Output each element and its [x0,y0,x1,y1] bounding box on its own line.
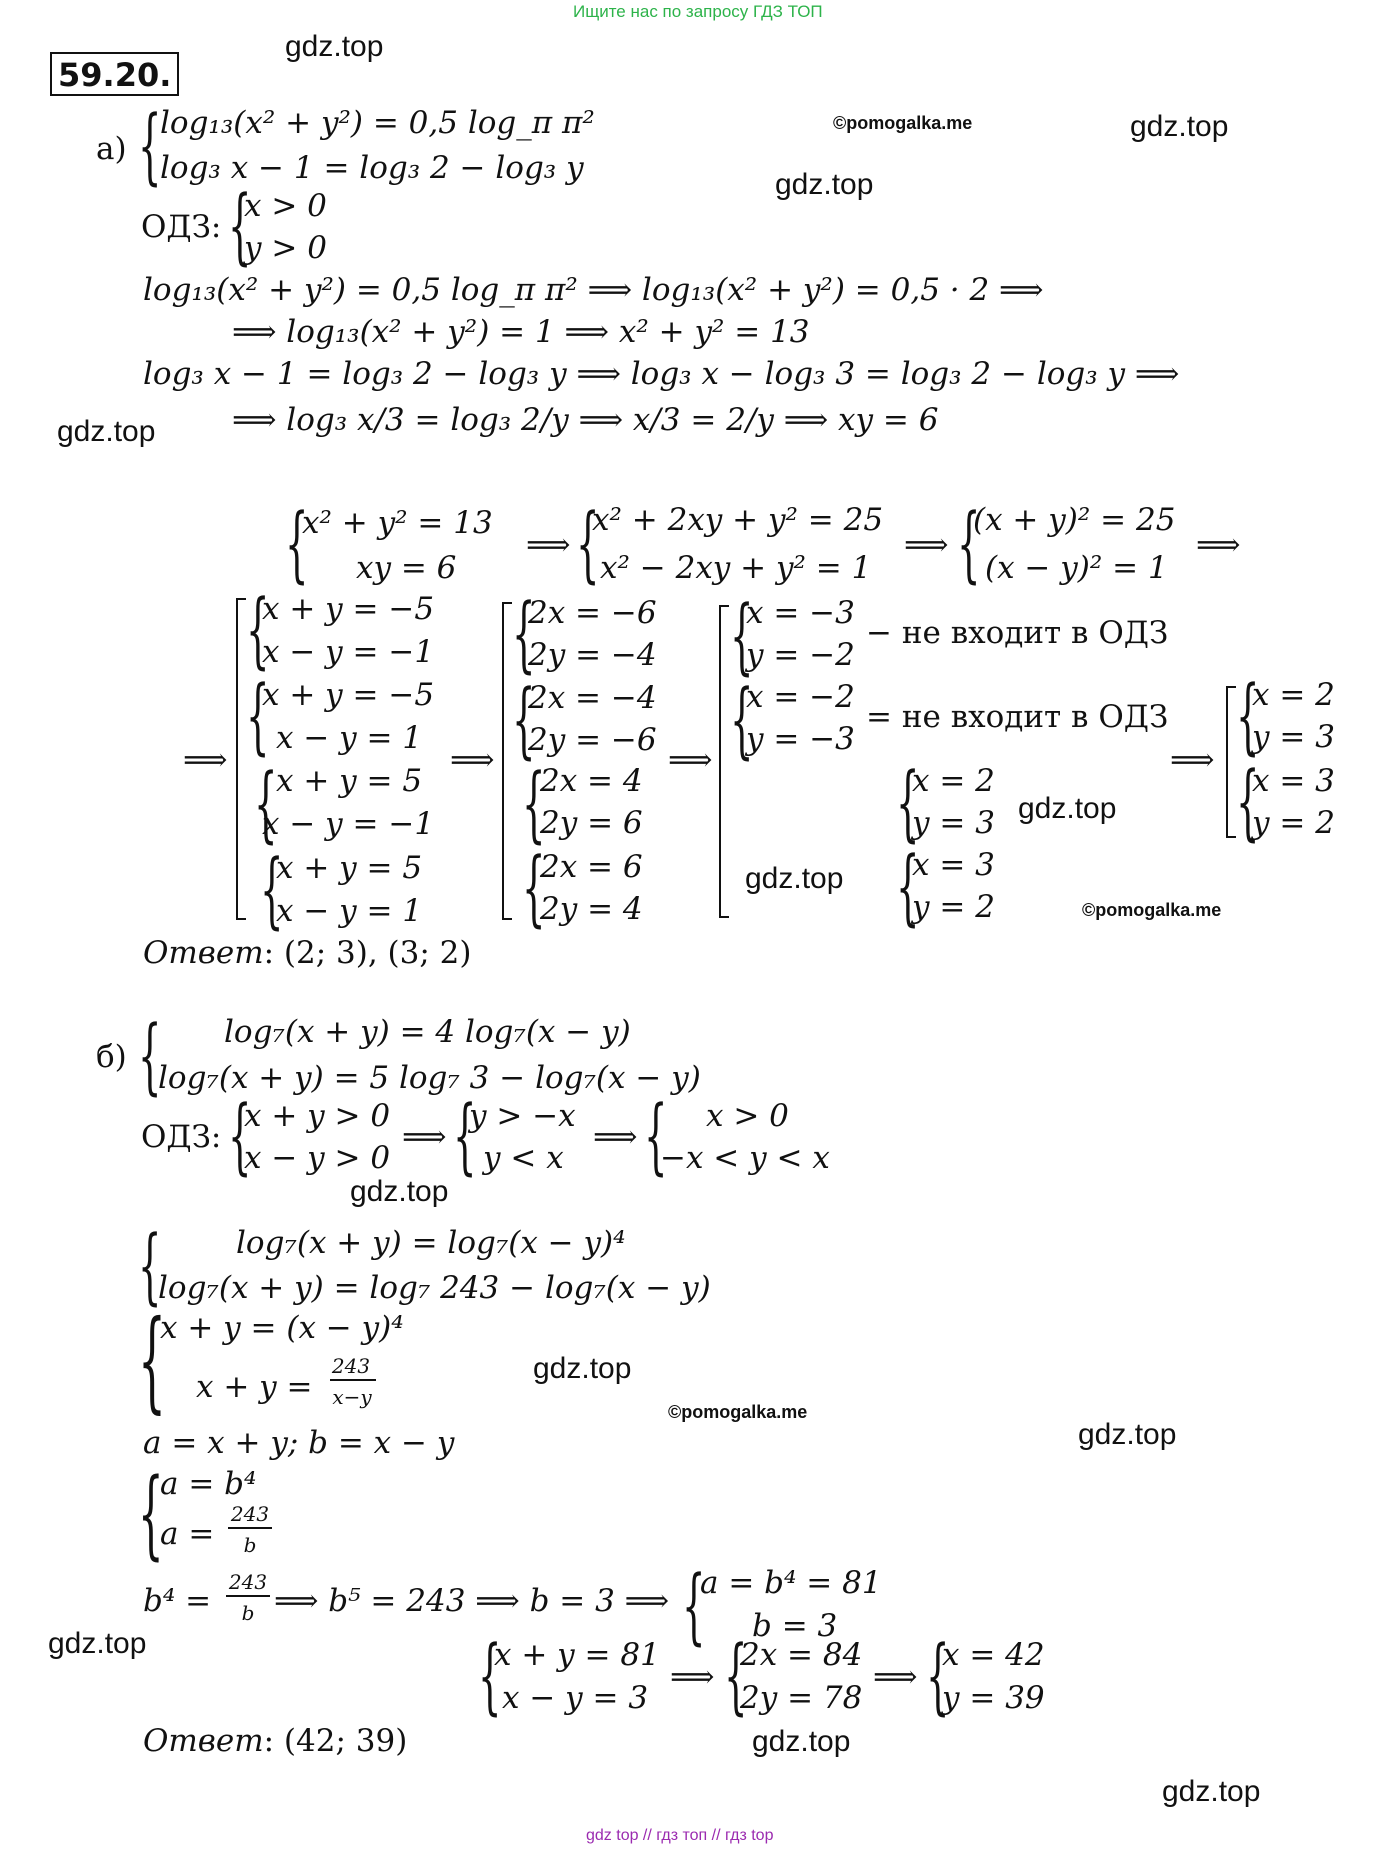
odz-line: x > 0 [706,1098,789,1134]
odz-line: −x < y < x [660,1140,830,1176]
system-line: log₇(x + y) = 4 log₇(x − y) [224,1014,631,1050]
odz-line: y > 0 [244,230,327,266]
system-brace: { [926,1629,950,1724]
system-line: 2x = 84 [740,1637,863,1673]
collection-line: y = 3 [912,805,995,841]
collection-line: x − y = −1 [262,806,435,842]
implies-arrow: ⟹ [526,527,571,563]
collection-line: 2x = −6 [528,595,657,631]
system-brace: { [138,1296,166,1424]
collection-line: y = −3 [746,721,855,757]
system-brace: { [228,179,252,274]
result-line: y = 2 [1252,805,1335,841]
system-brace: { [522,841,546,936]
odz-line: y > −x [469,1098,576,1134]
watermark: gdz.top [285,30,384,63]
copyright: ©pomogalka.me [668,1402,808,1422]
odz-line: x + y > 0 [244,1098,391,1134]
collection-line: x + y = −5 [262,677,435,713]
system-line: x² + y² = 13 [302,505,493,541]
implies-arrow: ⟹ [402,1119,447,1155]
implies-arrow: ⟹ [1170,742,1215,778]
watermark: gdz.top [1018,792,1117,825]
fraction-denominator: x−y [332,1385,372,1409]
watermark: gdz.top [745,862,844,895]
watermark: gdz.top [48,1627,147,1660]
implies-arrow: ⟹ [668,742,713,778]
system-brace: { [522,757,546,852]
copyright: ©pomogalka.me [1082,900,1222,920]
system-line: a = [160,1516,215,1552]
collection-bracket [502,602,512,920]
watermark: gdz.top [533,1352,632,1385]
result-line: y = 3 [1252,719,1335,755]
watermark: gdz.top [752,1725,851,1758]
fraction-numerator: 243 [230,1502,270,1526]
implies-arrow: ⟹ [450,742,495,778]
collection-line: x = 3 [912,847,995,883]
result-line: x = 3 [1252,763,1335,799]
collection-line: x − y = −1 [262,634,435,670]
answer [143,1723,408,1759]
collection-line: x − y = 1 [276,720,423,756]
odz-line: y < x [483,1140,564,1176]
implies-arrow: ⟹ [873,1659,918,1695]
solution-step: ⟹ log₃ x/3 = log₃ 2/y ⟹ x/3 = 2/y ⟹ xy = 6 [232,402,939,438]
collection-bracket [236,598,246,920]
collection-line: 2y = −4 [528,637,657,673]
part-a-label: а) [96,131,127,167]
implies-arrow: ⟹ [1196,527,1241,563]
system-brace: { [576,497,600,592]
collection-line: y = 2 [912,889,995,925]
result-line: x = 2 [1252,677,1335,713]
collection-line: 2x = −4 [528,680,657,716]
system-line: x − y = 3 [502,1680,649,1716]
collection-line: x − y = 1 [276,893,423,929]
odz-line: x > 0 [244,188,327,224]
system-line: log₇(x + y) = log₇ 243 − log₇(x − y) [158,1270,711,1306]
implies-arrow: ⟹ [904,527,949,563]
system-brace: { [228,1089,252,1184]
system-brace: { [512,587,536,682]
system-brace: { [285,497,309,592]
system-line: (x + y)² = 25 [973,502,1176,538]
system-line: log₇(x + y) = 5 log₇ 3 − log₇(x − y) [158,1060,701,1096]
system-line: log₃ x − 1 = log₃ 2 − log₃ y [160,150,584,186]
fraction-bar [330,1379,376,1381]
solution-step: log₃ x − 1 = log₃ 2 − log₃ y ⟹ log₃ x − log₃ 3 = log₃ 2 − log₃ y ⟹ [143,356,1180,392]
collection-line: 2y = 4 [540,891,643,927]
system-brace: { [730,673,754,768]
odz-label: ОДЗ: [141,1119,222,1155]
collection-line: y = −2 [746,637,855,673]
watermark: gdz.top [1078,1418,1177,1451]
solution-step: ⟹ log₁₃(x² + y²) = 1 ⟹ x² + y² = 13 [232,314,810,350]
system-line: (x − y)² = 1 [985,550,1168,586]
copyright: ©pomogalka.me [833,113,973,133]
watermark: gdz.top [1162,1775,1261,1808]
answer-label: Ответ [143,1723,264,1759]
odz-label: ОДЗ: [141,209,222,245]
fraction-numerator: 243 [331,1354,371,1378]
result-line: y = 39 [942,1680,1045,1716]
odz-note: = не входит в ОДЗ [866,699,1169,735]
system-brace: { [896,756,920,851]
system-line: a = b⁴ [160,1466,257,1502]
collection-line: 2y = 6 [540,805,643,841]
implies-arrow: ⟹ [183,742,228,778]
collection-line: 2x = 6 [540,849,643,885]
watermark: gdz.top [1130,110,1229,143]
part-b-label: б) [96,1039,127,1075]
solution-step: ⟹ b⁵ = 243 ⟹ b = 3 ⟹ [274,1583,670,1619]
fraction-denominator: b [241,1601,255,1625]
fraction-bar [226,1595,270,1597]
system-line: log₇(x + y) = log₇(x − y)⁴ [236,1225,626,1261]
collection-line: x + y = 5 [276,763,423,799]
watermark: gdz.top [775,168,874,201]
watermark: gdz.top [350,1175,449,1208]
system-brace: { [957,497,981,592]
system-brace: { [682,1559,706,1654]
system-brace: { [246,583,270,678]
system-line: x + y = (x − y)⁴ [160,1310,404,1346]
system-brace: { [138,99,162,194]
bottom-banner[interactable]: gdz top // гдз топ // гдз top [586,1827,774,1844]
system-brace: { [512,673,536,768]
system-line: 2y = 78 [740,1680,863,1716]
system-line: a = b⁴ = 81 [700,1565,882,1601]
collection-line: 2x = 4 [540,763,643,799]
collection-line: x = 2 [912,763,995,799]
watermark: gdz.top [57,415,156,448]
system-line: x² − 2xy + y² = 1 [600,550,872,586]
system-brace: { [896,840,920,935]
system-line: b = 3 [752,1608,838,1644]
system-brace: { [254,757,278,852]
system-brace: { [644,1089,668,1184]
collection-line: x + y = −5 [262,591,435,627]
system-brace: { [730,589,754,684]
system-line: xy = 6 [356,550,457,586]
system-brace: { [478,1629,502,1724]
system-brace: { [138,1009,162,1104]
solution-step: b⁴ = [143,1583,212,1619]
collection-bracket [1226,686,1236,838]
odz-note: − не входит в ОДЗ [866,615,1169,651]
system-brace: { [1236,755,1260,850]
solution-step: log₁₃(x² + y²) = 0,5 log_π π² ⟹ log₁₃(x² + y²) = 0,5 · 2 ⟹ [143,272,1044,308]
answer-value: : (2; 3), (3; 2) [263,935,472,971]
system-brace: { [453,1089,477,1184]
collection-bracket [719,605,729,918]
answer [143,935,472,971]
collection-line: x + y = 5 [276,850,423,886]
implies-arrow: ⟹ [593,1119,638,1155]
system-brace: { [260,843,284,938]
system-brace: { [138,1458,164,1570]
collection-line: 2y = −6 [528,722,657,758]
system-brace: { [138,1219,162,1314]
substitution: a = x + y; b = x − y [143,1425,455,1461]
answer-label: Ответ [143,935,264,971]
task-number: 59.20. [50,52,179,96]
system-line: x + y = 81 [494,1637,660,1673]
odz-line: x − y > 0 [244,1140,391,1176]
system-line: x² + 2xy + y² = 25 [592,502,884,538]
answer-value: : (42; 39) [263,1723,408,1759]
fraction-bar [228,1527,272,1529]
system-brace: { [724,1629,748,1724]
result-line: x = 42 [942,1637,1045,1673]
implies-arrow: ⟹ [670,1659,715,1695]
system-brace: { [1236,669,1260,764]
collection-line: x = −2 [746,679,855,715]
collection-line: x = −3 [746,595,855,631]
system-line: log₁₃(x² + y²) = 0,5 log_π π² [160,105,595,141]
top-banner[interactable]: Ищите нас по запросу ГДЗ ТОП [573,2,823,21]
system-line: x + y = [196,1369,313,1405]
fraction-numerator: 243 [228,1570,268,1594]
fraction-denominator: b [243,1533,257,1557]
system-brace: { [246,669,270,764]
